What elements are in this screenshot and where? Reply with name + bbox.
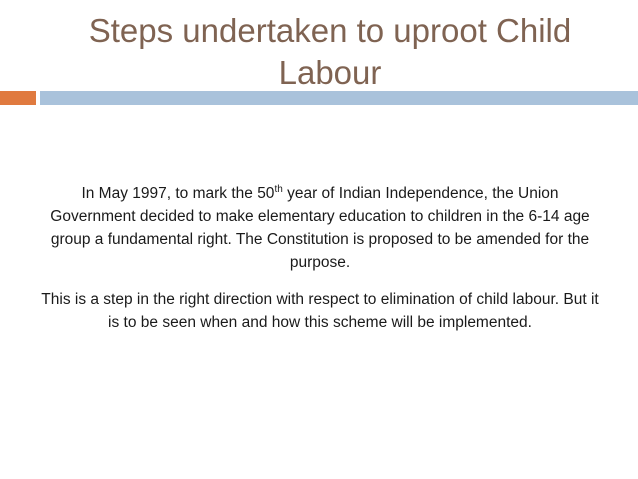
slide-title [40, 10, 620, 94]
paragraph-2-text: This is a step in the right direction with respect to elimination of child labour. But it is to be seen when and how this scheme will be implemented. [41, 291, 599, 331]
paragraph-step-direction [40, 288, 600, 334]
slide-body [40, 182, 600, 348]
slide-title-line-1: Steps undertaken to uproot Child [88, 12, 572, 49]
title-accent-bar [0, 91, 36, 105]
ordinal-superscript: th [274, 183, 283, 195]
paragraph-1-text-end: year of Indian Independence, the Union Government decided to make elementary education to children in the 6-14 age group a fundamental right. The Constitution is proposed to be amended for the purpose. [50, 185, 590, 271]
paragraph-1-text-start: In May 1997, to mark the 50 [81, 185, 275, 202]
paragraph-independence [40, 182, 600, 274]
title-rule-bar [40, 91, 638, 105]
slide-title-line-2: Labour [278, 54, 382, 91]
